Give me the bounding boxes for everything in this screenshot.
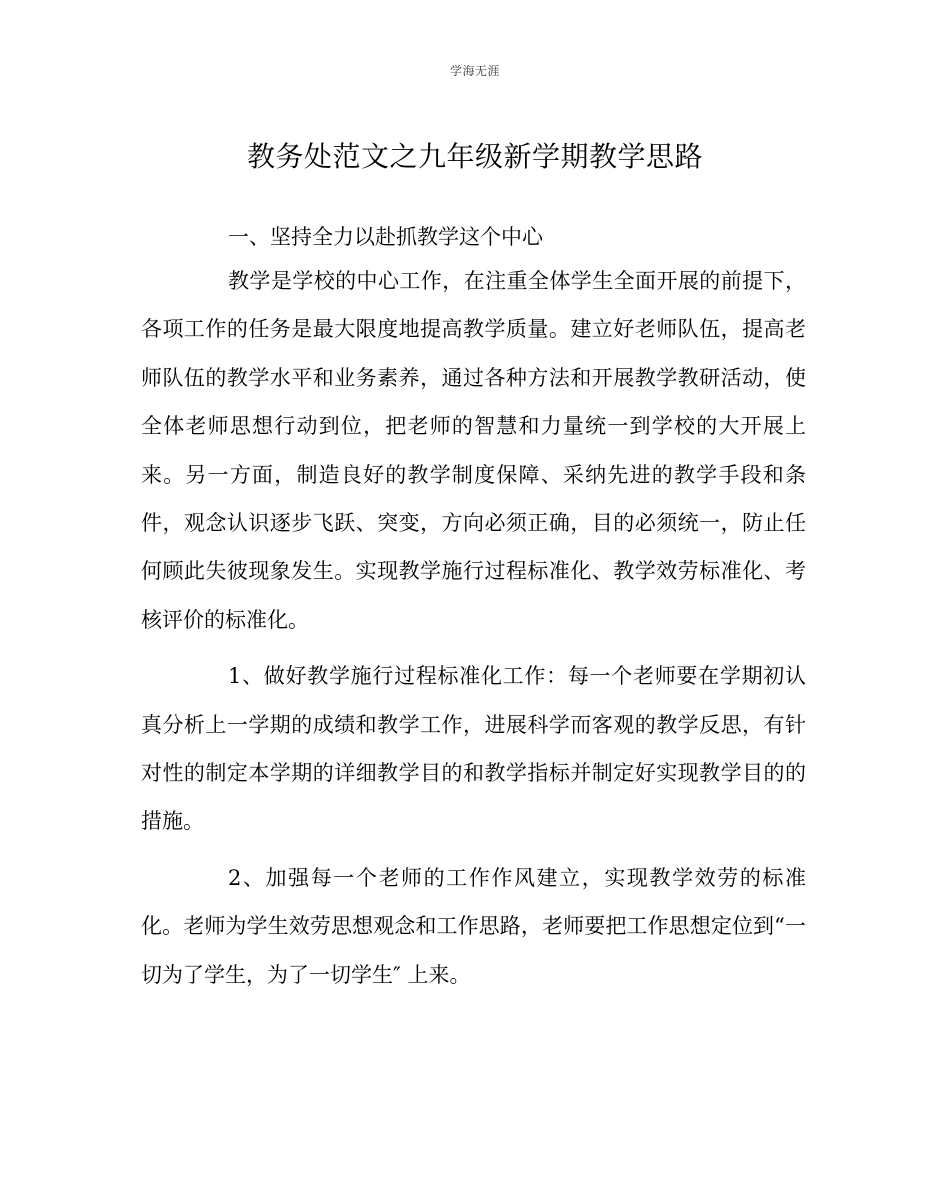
paragraph-gap xyxy=(141,846,806,854)
page-header: 学海无涯 xyxy=(449,64,500,78)
section-heading: 一、坚持全力以赴抓教学这个中心 xyxy=(228,225,543,249)
paragraph-gap xyxy=(141,644,806,652)
paragraph-item-2: 2、加强每一个老师的工作作风建立，实现教学效劳的标准化。老师为学生效劳思想观念和工作思路，老师要把工作思想定位到“一切为了学生，为了一切学生″ 上来。 xyxy=(141,865,806,987)
document-body xyxy=(141,218,806,999)
document-title: 教务处范文之九年级新学期教学思路 xyxy=(246,140,703,173)
paragraph-item-1: 1、做好教学施行过程标准化工作：每一个老师要在学期初认真分析上一学期的成绩和教学工作，进展科学而客观的教学反思，有针对性的制定本学期的详细教学目的和教学指标并制定好实现教学目的的措施。 xyxy=(141,664,806,834)
paragraph-teaching-center: 教学是学校的中心工作，在注重全体学生全面开展的前提下，各项工作的任务是最大限度地提高教学质量。建立好老师队伍，提高老师队伍的教学水平和业务素养，通过各种方法和开展教学教研活动，使全体老师思想行动到位，把老师的智慧和力量统一到学校的大开展上来。另一方面，制造良好的教学制度保障、采纳先进的教学手段和条件，观念认识逐步飞跃、突变，方向必须正确，目的必须统一，防止任何顾此失彼现象发生。实现教学施行过程标准化、教学效劳标准化、考核评价的标准化。 xyxy=(141,269,806,632)
